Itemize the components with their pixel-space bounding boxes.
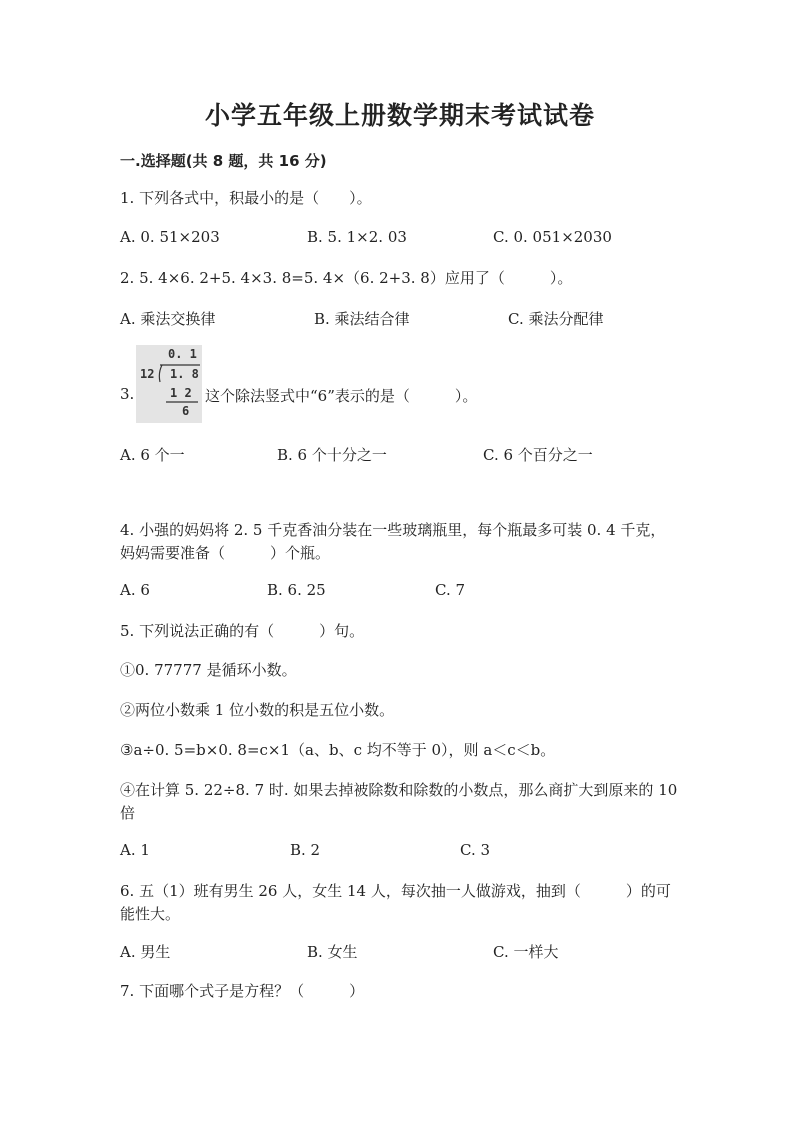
question-6-option-c: C. 一样大 xyxy=(493,943,559,961)
question-5-option-b: B. 2 xyxy=(290,841,321,859)
question-5-statement-4: ④在计算 5. 22÷8. 7 时. 如果去掉被除数和除数的小数点，那么商扩大到原来的 10 倍 xyxy=(120,781,678,822)
question-4-option-a: A. 6 xyxy=(120,581,150,599)
division-divisor: 12 xyxy=(140,367,155,381)
division-quotient: 0. 1 xyxy=(168,347,197,361)
question-7-stem: 7. 下面哪个式子是方程？（ ） xyxy=(120,982,365,1000)
question-1-option-a: A. 0. 51×203 xyxy=(120,228,220,246)
question-2-option-b: B. 乘法结合律 xyxy=(314,310,410,328)
question-5-statement-3: ③a÷0. 5=b×0. 8=c×1（a、b、c 均不等于 0），则 a＜c＜b。 xyxy=(120,741,556,759)
question-2-stem: 2. 5. 4×6. 2+5. 4×3. 8=5. 4×（6. 2+3. 8）应用了（ ）。 xyxy=(120,269,573,287)
question-5-statement-1: ①0. 77777 是循环小数。 xyxy=(120,661,297,679)
question-4-stem: 4. 小强的妈妈将 2. 5 千克香油分装在一些玻璃瓶里，每个瓶最多可装 0. 4 千克，妈妈需要准备（ ）个瓶。 xyxy=(120,521,666,562)
page-title: 小学五年级上册数学期末考试试卷 xyxy=(204,101,595,130)
question-2-option-a: A. 乘法交换律 xyxy=(120,310,216,328)
division-product: 1 2 xyxy=(170,386,192,400)
question-3-option-c: C. 6 个百分之一 xyxy=(483,446,593,464)
question-6-option-a: A. 男生 xyxy=(120,943,171,961)
question-4-option-c: C. 7 xyxy=(435,581,466,599)
question-5-option-a: A. 1 xyxy=(120,841,150,859)
question-3-option-a: A. 6 个一 xyxy=(120,446,185,464)
question-5-option-c: C. 3 xyxy=(460,841,491,859)
question-2-option-c: C. 乘法分配律 xyxy=(508,310,604,328)
question-3-number: 3. xyxy=(120,385,135,403)
question-1-stem: 1. 下列各式中，积最小的是（ ）。 xyxy=(120,189,372,207)
question-3-stem: 这个除法竖式中“6”表示的是（ ）。 xyxy=(205,387,478,405)
question-5-statement-2: ②两位小数乘 1 位小数的积是五位小数。 xyxy=(120,701,395,719)
question-6-stem: 6. 五（1）班有男生 26 人，女生 14 人，每次抽一人做游戏，抽到（ ）的可能性大。 xyxy=(120,882,671,923)
division-bracket-icon xyxy=(136,345,202,423)
question-1-option-b: B. 5. 1×2. 03 xyxy=(307,228,407,246)
division-dividend: 1. 8 xyxy=(170,367,199,381)
question-1-option-c: C. 0. 051×2030 xyxy=(493,228,612,246)
division-remainder: 6 xyxy=(182,404,190,418)
long-division-figure xyxy=(136,345,202,423)
question-5-stem: 5. 下列说法正确的有（ ）句。 xyxy=(120,622,365,640)
section-heading: 一.选择题(共 8 题，共 16 分) xyxy=(120,152,327,170)
question-4-option-b: B. 6. 25 xyxy=(267,581,326,599)
question-6-option-b: B. 女生 xyxy=(307,943,358,961)
question-3-option-b: B. 6 个十分之一 xyxy=(277,446,387,464)
